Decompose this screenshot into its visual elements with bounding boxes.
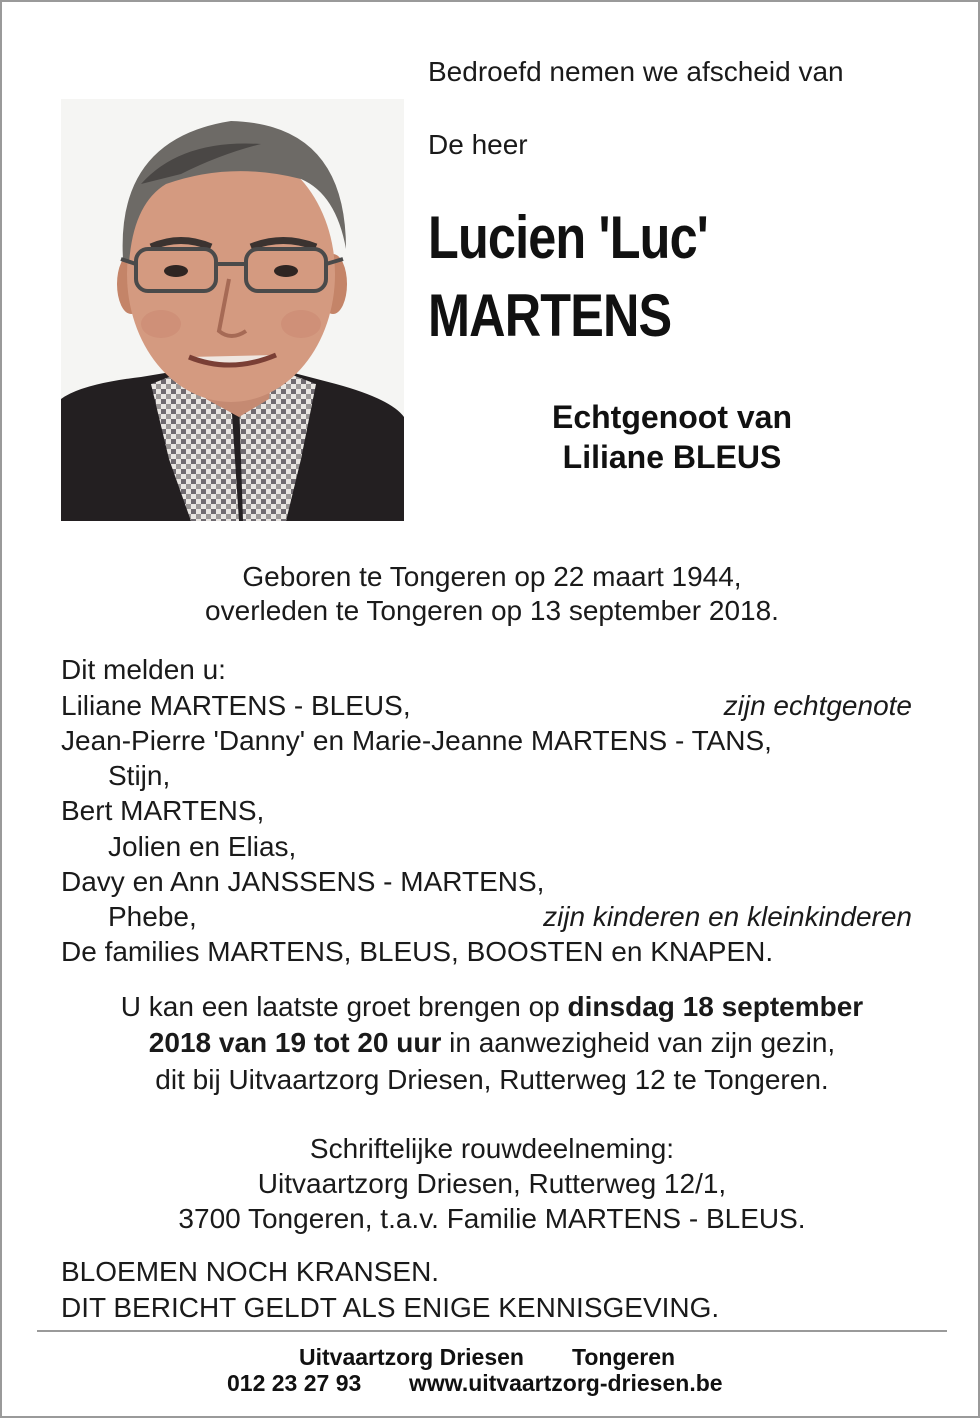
no-flowers-note: BLOEMEN NOCH KRANSEN. bbox=[61, 1256, 440, 1287]
family-row-name: Davy en Ann JANSSENS - MARTENS, bbox=[61, 866, 545, 897]
footer-phone: 012 23 27 93 bbox=[227, 1370, 362, 1396]
visit-line-1 bbox=[2, 989, 980, 1025]
family-row-name: Jean-Pierre 'Danny' en Marie-Jeanne MARTENS - TANS, bbox=[61, 725, 772, 756]
deceased-name-first: Lucien 'Luc' bbox=[428, 204, 708, 271]
death-line: overleden te Tongeren op 13 september 2018. bbox=[205, 595, 779, 626]
footer-website: www.uitvaartzorg-driesen.be bbox=[409, 1370, 723, 1396]
visit-intro: U kan een laatste groet brengen op bbox=[120, 991, 568, 1022]
family-row-relation: zijn echtgenote bbox=[723, 690, 912, 721]
footer-city: Tongeren bbox=[572, 1344, 676, 1370]
honorific: De heer bbox=[428, 129, 528, 160]
condolence-heading: Schriftelijke rouwdeelneming: bbox=[309, 1133, 675, 1164]
portrait-illustration bbox=[61, 99, 404, 521]
family-row-grandchild: Phebe, bbox=[108, 901, 197, 932]
visit-location: dit bij Uitvaartzorg Driesen, Rutterweg 12 te Tongeren. bbox=[155, 1064, 829, 1095]
visit-date: dinsdag 18 september bbox=[567, 991, 864, 1022]
intro-text: Bedroefd nemen we afscheid van bbox=[428, 56, 844, 87]
family-row-grandchild: Stijn, bbox=[108, 760, 171, 791]
condolence-address-1: Uitvaartzorg Driesen, Rutterweg 12/1, bbox=[257, 1168, 727, 1199]
condolence-address-2: 3700 Tongeren, t.a.v. Familie MARTENS - BLEUS. bbox=[178, 1203, 806, 1234]
visit-time: 2018 van 19 tot 20 uur bbox=[148, 1027, 442, 1058]
family-row-name: De families MARTENS, BLEUS, BOOSTEN en KNAPEN. bbox=[61, 936, 774, 967]
notice-note: DIT BERICHT GELDT ALS ENIGE KENNISGEVING. bbox=[61, 1292, 720, 1323]
spouse-name: Liliane BLEUS bbox=[562, 439, 782, 475]
family-row-name: Bert MARTENS, bbox=[61, 795, 265, 826]
footer-divider bbox=[37, 1330, 947, 1332]
spouse-label: Echtgenoot van bbox=[551, 399, 792, 435]
deceased-name-last: MARTENS bbox=[428, 282, 672, 349]
visit-line-2 bbox=[2, 1025, 980, 1061]
portrait-photo bbox=[61, 99, 404, 521]
footer-company: Uitvaartzorg Driesen bbox=[299, 1344, 524, 1370]
family-row-relation: zijn kinderen en kleinkinderen bbox=[543, 901, 912, 932]
visit-presence: in aanwezigheid van zijn gezin, bbox=[441, 1027, 836, 1058]
birth-line: Geboren te Tongeren op 22 maart 1944, bbox=[242, 561, 742, 592]
family-row-name: Liliane MARTENS - BLEUS, bbox=[61, 690, 411, 721]
family-heading: Dit melden u: bbox=[61, 654, 226, 685]
family-row-grandchild: Jolien en Elias, bbox=[108, 831, 297, 862]
